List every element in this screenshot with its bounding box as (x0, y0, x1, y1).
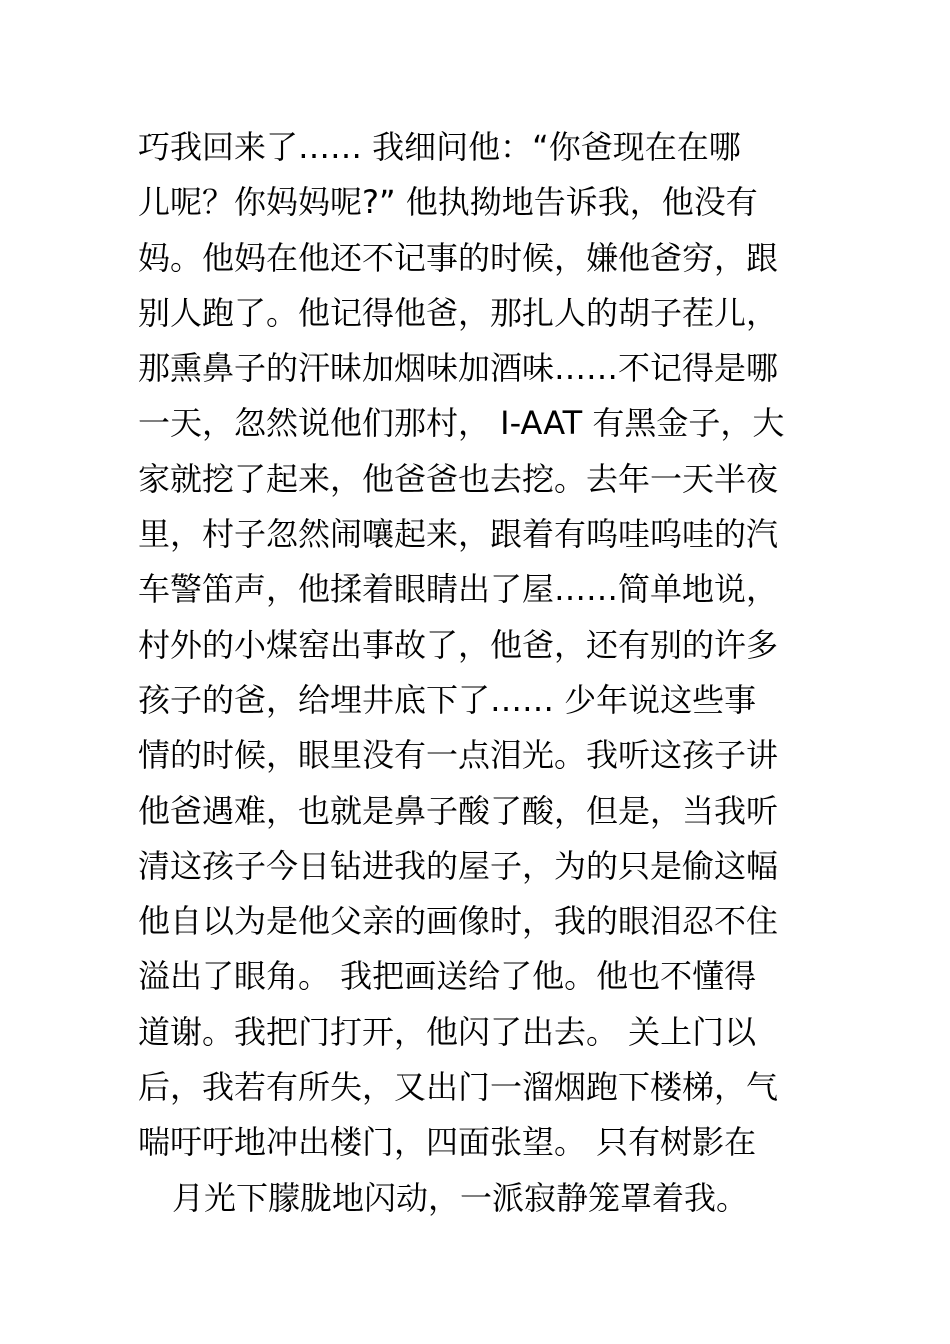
text-line: 妈。他妈在他还不记事的时候，嫌他爸穷，跟 (138, 238, 779, 277)
body-text (138, 120, 828, 1226)
text-line: 清这孩子今日钻进我的屋子，为的只是偷这幅 (138, 846, 779, 885)
text-line: 月光下朦胧地闪动，一派寂静笼罩着我。 (172, 1178, 749, 1217)
text-line: 里，村子忽然闹嚷起来，跟着有呜哇呜哇的汽 (138, 515, 779, 554)
text-line: 村外的小煤窑出事故了，他爸，还有别的许多 (138, 625, 779, 664)
text-line: 溢出了眼角。 我把画送给了他。他也不懂得 (138, 957, 757, 996)
text-line: 那熏鼻子的汗昧加烟味加酒味……不记得是哪 (138, 349, 779, 388)
text-line: 喘吁吁地冲出楼门，四面张望。 只有树影在 (138, 1123, 757, 1162)
text-line: 他自以为是他父亲的画像时，我的眼泪忍不住 (138, 902, 779, 941)
text-line: 孩子的爸，给埋井底下了…… 少年说这些事 (138, 680, 757, 719)
text-line: 别人跑了。他记得他爸，那扎人的胡子茬儿， (138, 293, 779, 332)
text-line: 家就挖了起来，他爸爸也去挖。去年一天半夜 (138, 459, 779, 498)
text-line: 车警笛声，他揉着眼睛出了屋……简单地说， (138, 570, 779, 609)
text-line: 一天，忽然说他们那村， I-AAT 有黑金子，大 (138, 404, 785, 443)
text-line: 他爸遇难，也就是鼻子酸了酸，但是，当我听 (138, 791, 779, 830)
text-line: 后，我若有所失，又出门一溜烟跑下楼梯，气 (138, 1068, 779, 1107)
text-line: 儿呢？你妈妈呢?” 他执拗地告诉我，他没有 (138, 183, 758, 222)
text-line: 道谢。我把门打开，他闪了出去。 关上门以 (138, 1012, 757, 1051)
text-line: 情的时候，眼里没有一点泪光。我听这孩子讲 (138, 736, 779, 775)
text-line: 巧我回来了…… 我细问他：“你爸现在在哪 (138, 128, 741, 166)
